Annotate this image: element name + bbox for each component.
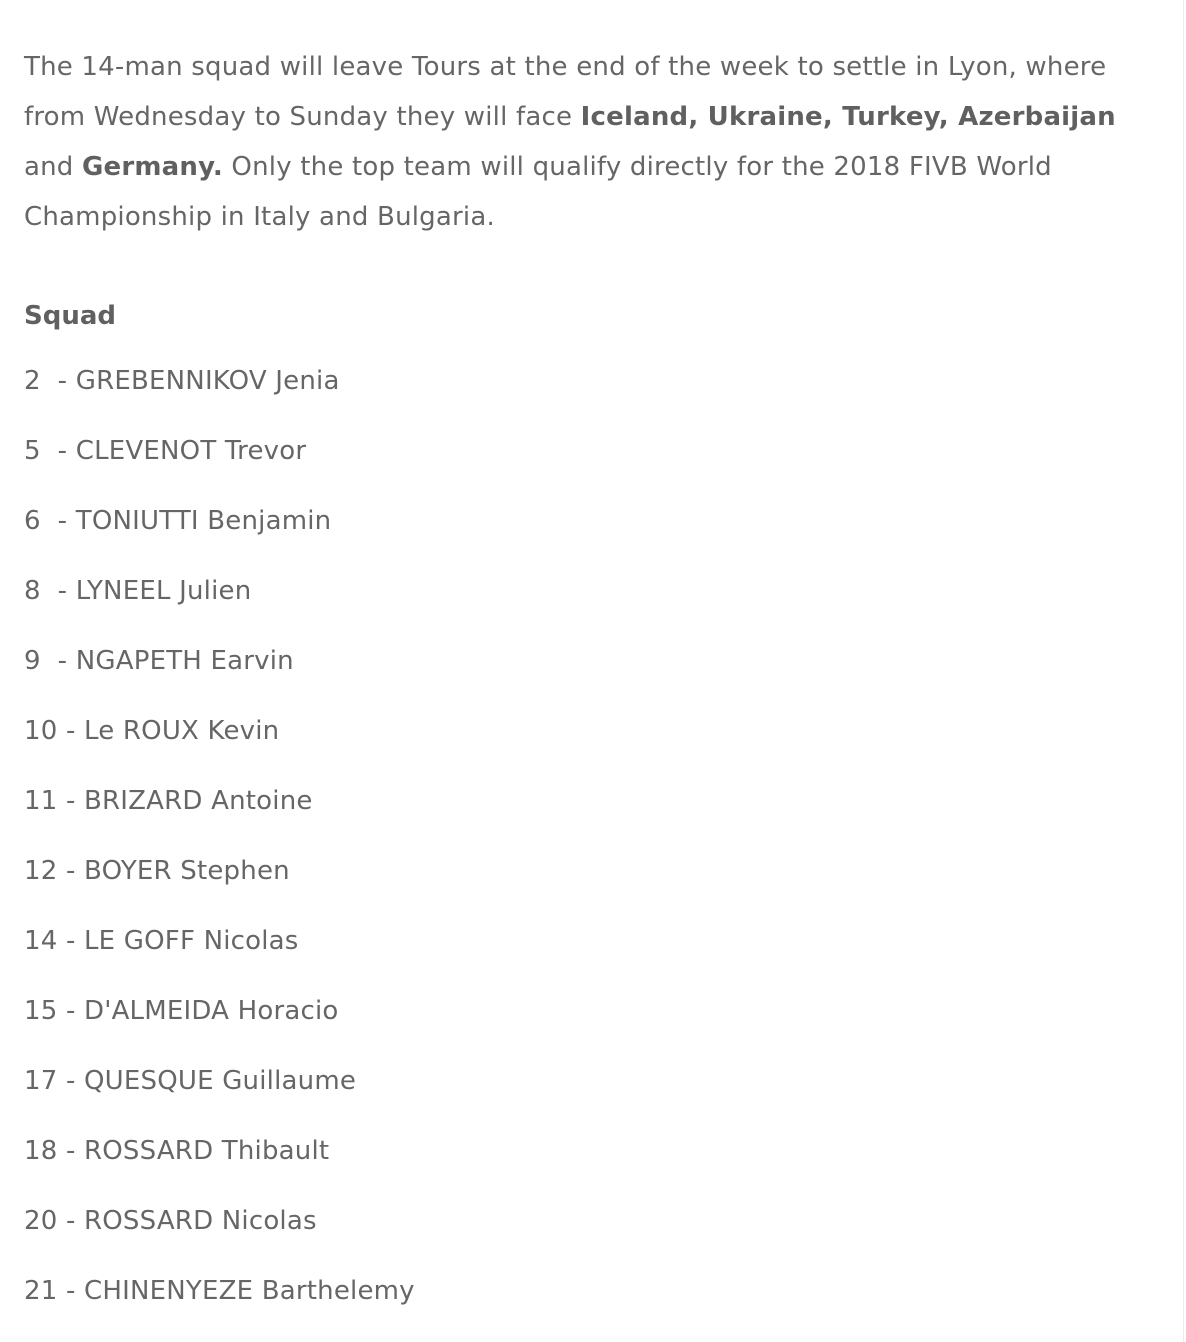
opponents-list: Iceland, Ukraine, Turkey, Azerbaijan <box>580 102 1116 132</box>
squad-heading: Squad <box>24 301 117 331</box>
intro-text-3: Only the top team will qualify directly for the 2018 FIVB World Championship in Italy and Bulgaria. <box>24 152 1052 232</box>
squad-player-item: 17 - QUESQUE Guillaume <box>24 1066 357 1096</box>
page-right-border <box>1183 0 1184 1342</box>
player-name: GREBENNIKOV Jenia <box>75 366 340 396</box>
player-name: LYNEEL Julien <box>75 576 252 606</box>
player-name: LE GOFF Nicolas <box>84 926 299 956</box>
squad-player-item: 10 - Le ROUX Kevin <box>24 716 280 746</box>
player-number: 2 <box>24 366 41 396</box>
player-number: 9 <box>24 646 41 676</box>
player-name: BOYER Stephen <box>84 856 290 886</box>
squad-player-item: 9 - NGAPETH Earvin <box>24 646 294 676</box>
squad-player-item: 2 - GREBENNIKOV Jenia <box>24 366 340 396</box>
article-body <box>24 42 1154 1341</box>
player-name: NGAPETH Earvin <box>75 646 294 676</box>
squad-player-item: 12 - BOYER Stephen <box>24 856 290 886</box>
player-name: CHINENYEZE Barthelemy <box>84 1276 415 1306</box>
intro-paragraph <box>24 42 1154 242</box>
squad-player-item: 5 - CLEVENOT Trevor <box>24 436 307 466</box>
player-number: 12 <box>24 856 58 886</box>
squad-list <box>24 361 1154 1341</box>
player-name: ROSSARD Nicolas <box>84 1206 317 1236</box>
player-number: 17 <box>24 1066 58 1096</box>
squad-player-item: 18 - ROSSARD Thibault <box>24 1136 330 1166</box>
player-name: D'ALMEIDA Horacio <box>84 996 339 1026</box>
squad-player-item: 6 - TONIUTTI Benjamin <box>24 506 332 536</box>
player-name: TONIUTTI Benjamin <box>75 506 332 536</box>
player-number: 20 <box>24 1206 58 1236</box>
player-name: Le ROUX Kevin <box>84 716 280 746</box>
squad-player-item: 14 - LE GOFF Nicolas <box>24 926 299 956</box>
squad-player-item: 11 - BRIZARD Antoine <box>24 786 313 816</box>
squad-player-item: 20 - ROSSARD Nicolas <box>24 1206 317 1236</box>
player-number: 5 <box>24 436 41 466</box>
squad-player-item: 21 - CHINENYEZE Barthelemy <box>24 1276 415 1306</box>
player-name: CLEVENOT Trevor <box>75 436 307 466</box>
player-number: 15 <box>24 996 58 1026</box>
player-number: 21 <box>24 1276 58 1306</box>
intro-text-1: The 14-man squad will leave Tours at the end of the week to settle in Lyon, where from Wednesday to Sunday they will face <box>24 52 1107 132</box>
player-number: 8 <box>24 576 41 606</box>
squad-player-item: 15 - D'ALMEIDA Horacio <box>24 996 339 1026</box>
player-number: 11 <box>24 786 58 816</box>
player-number: 14 <box>24 926 58 956</box>
player-number: 10 <box>24 716 58 746</box>
player-name: BRIZARD Antoine <box>84 786 313 816</box>
player-number: 6 <box>24 506 41 536</box>
player-number: 18 <box>24 1136 58 1166</box>
player-name: ROSSARD Thibault <box>84 1136 330 1166</box>
opponent-germany: Germany. <box>81 152 223 182</box>
squad-player-item: 8 - LYNEEL Julien <box>24 576 252 606</box>
player-name: QUESQUE Guillaume <box>84 1066 357 1096</box>
intro-text-2: and <box>24 152 82 182</box>
